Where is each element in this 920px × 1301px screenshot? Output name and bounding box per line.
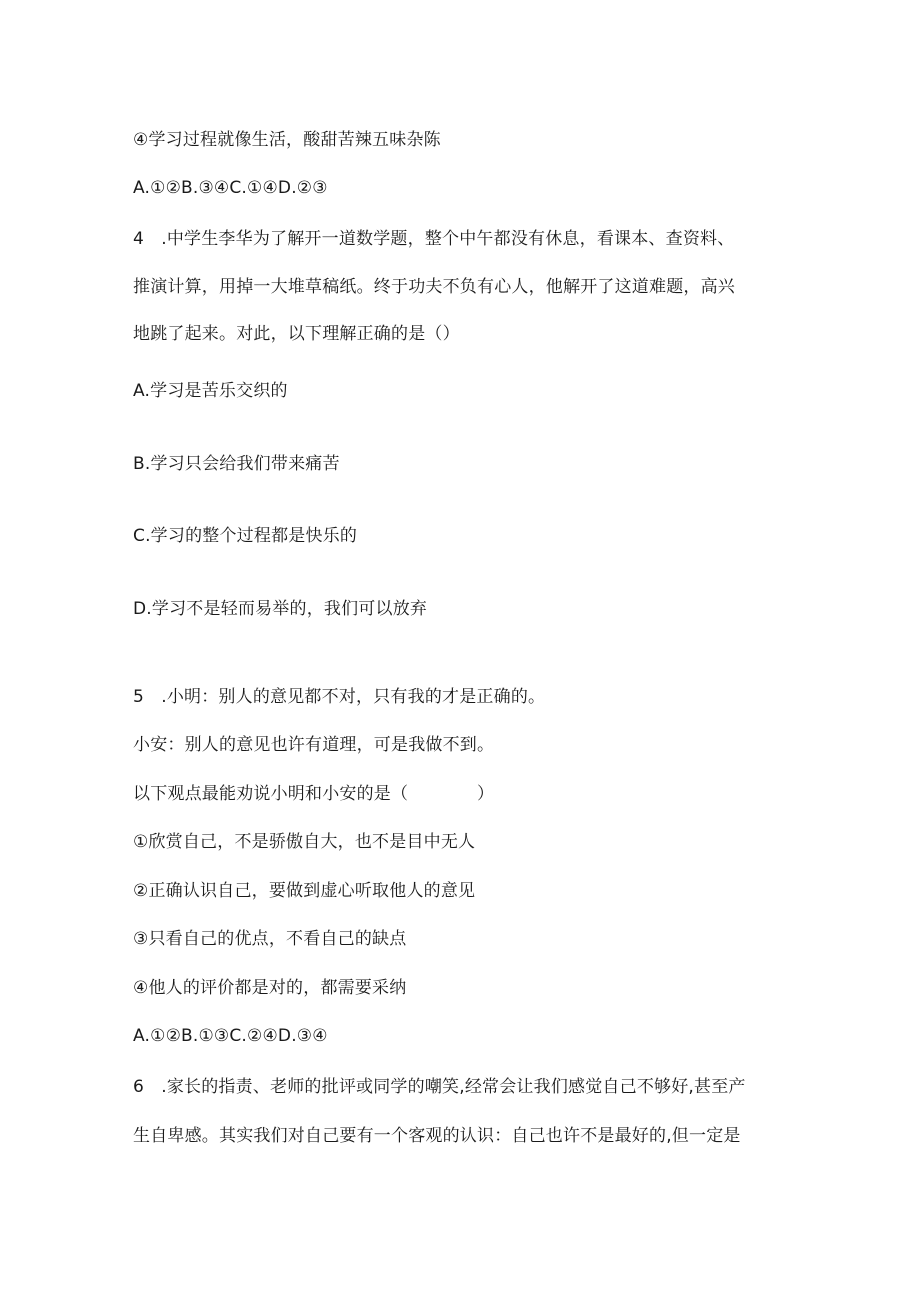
q4-stem-line-1: 4 .中学生李华为了解开一道数学题，整个中午都没有休息，看课本、查资料、 <box>133 229 735 249</box>
q4-option-c: C.学习的整个过程都是快乐的 <box>133 526 358 546</box>
q4-option-d: D.学习不是轻而易举的，我们可以放弃 <box>133 599 428 619</box>
q4-option-b: B.学习只会给我们带来痛苦 <box>133 454 340 474</box>
q4-stem-line-2: 推演计算，用掉一大堆草稿纸。终于功夫不负有心人，他解开了这道难题，高兴 <box>133 277 735 297</box>
q3-statement-4: ④学习过程就像生活，酸甜苦辣五味杂陈 <box>133 130 441 150</box>
q5-statement-3: ③只看自己的优点，不看自己的缺点 <box>133 929 407 949</box>
q5-statement-2: ②正确认识自己，要做到虚心听取他人的意见 <box>133 881 476 901</box>
q5-stem-line-3: 以下观点最能劝说小明和小安的是（ ） <box>133 784 495 804</box>
q5-statement-4: ④他人的评价都是对的，都需要采纳 <box>133 978 407 998</box>
q6-stem-line-1: 6 .家长的指责、老师的批评或同学的嘲笑,经常会让我们感觉自己不够好,甚至产 <box>133 1077 746 1097</box>
q3-options: A.①②B.③④C.①④D.②③ <box>133 178 328 198</box>
q5-stem-line-2: 小安：别人的意见也许有道理，可是我做不到。 <box>133 735 495 755</box>
q5-stem-line-1: 5 .小明：别人的意见都不对，只有我的才是正确的。 <box>133 687 546 707</box>
q5-options: A.①②B.①③C.②④D.③④ <box>133 1026 328 1046</box>
q4-option-a: A.学习是苦乐交织的 <box>133 381 288 401</box>
q5-statement-1: ①欣赏自己，不是骄傲自大，也不是目中无人 <box>133 832 476 852</box>
q6-stem-line-2: 生自卑感。其实我们对自己要有一个客观的认识：自己也许不是最好的,但一定是 <box>133 1126 741 1146</box>
q4-stem-line-3: 地跳了起来。对此，以下理解正确的是（） <box>133 324 460 344</box>
